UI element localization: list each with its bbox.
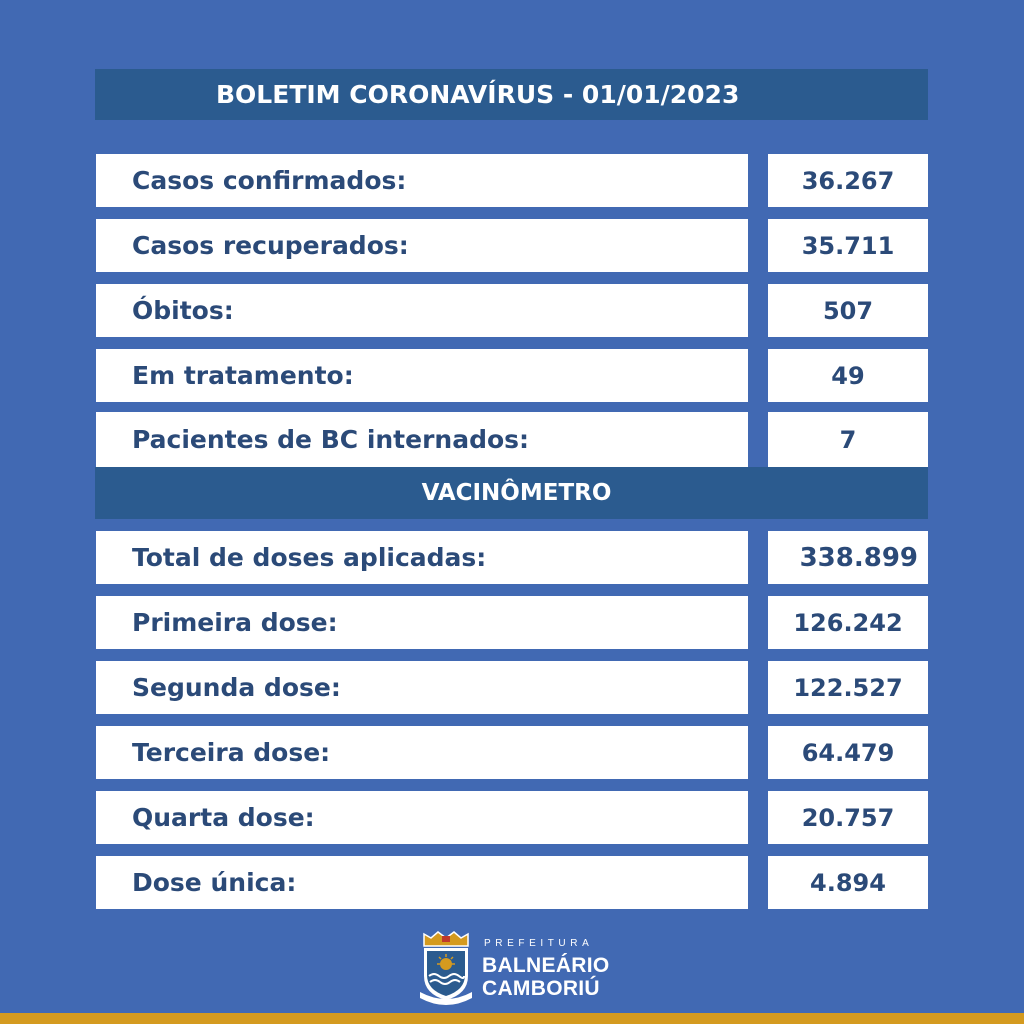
row-value: 64.479	[768, 726, 928, 779]
row-label: Primeira dose:	[96, 596, 748, 649]
vaccine-section-title: VACINÔMETRO	[95, 467, 928, 519]
row-value: 49	[768, 349, 928, 402]
row-value: 126.242	[768, 596, 928, 649]
row-value: 122.527	[768, 661, 928, 714]
row-label: Terceira dose:	[96, 726, 748, 779]
row-value: 35.711	[768, 219, 928, 272]
row-value: 338.899	[768, 531, 928, 584]
row-value: 4.894	[768, 856, 928, 909]
row-label: Casos confirmados:	[96, 154, 748, 207]
row-label: Em tratamento:	[96, 349, 748, 402]
row-label: Casos recuperados:	[96, 219, 748, 272]
row-label: Pacientes de BC internados:	[96, 412, 748, 467]
row-label: Segunda dose:	[96, 661, 748, 714]
logo-city-line2: CAMBORIÚ	[482, 977, 600, 1000]
prefeitura-logo	[418, 930, 618, 1010]
logo-city-line1: BALNEÁRIO	[482, 954, 610, 977]
row-value: 36.267	[768, 154, 928, 207]
logo-prefix: PREFEITURA	[484, 938, 594, 949]
row-label: Dose única:	[96, 856, 748, 909]
row-value: 7	[768, 412, 928, 467]
row-label: Quarta dose:	[96, 791, 748, 844]
row-value: 507	[768, 284, 928, 337]
bottom-accent-bar	[0, 1013, 1024, 1024]
row-value: 20.757	[768, 791, 928, 844]
row-label: Total de doses aplicadas:	[96, 531, 748, 584]
bulletin-title: BOLETIM CORONAVÍRUS - 01/01/2023	[95, 69, 928, 120]
city-crest-icon	[418, 930, 474, 1006]
row-label: Óbitos:	[96, 284, 748, 337]
